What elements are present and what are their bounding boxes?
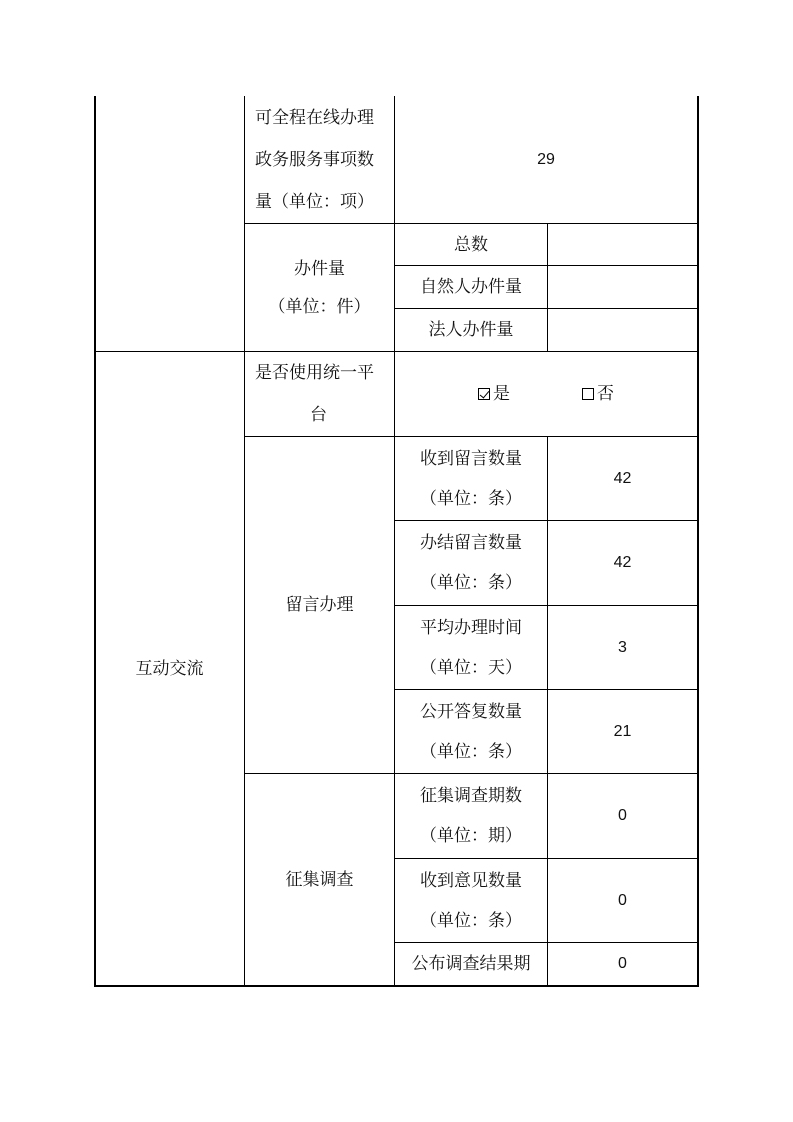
survey-periods-value: 0 [618,807,627,824]
completed-messages-label: 办结留言数量 （单位：条） [420,533,522,593]
received-messages-label: 收到留言数量 （单位：条） [420,448,522,509]
unified-platform-options [395,352,697,436]
natural-person-label: 自然人办件量 [420,277,522,297]
messages-group-label: 留言办理 [285,595,354,615]
published-results-label: 公布调查结果期 [411,954,531,974]
received-opinions-value: 0 [618,891,627,909]
online-services-value: 29 [537,150,555,168]
empty-box-icon [582,388,594,400]
avg-time-value: 3 [618,638,627,656]
interaction-section-label: 互动交流 [135,658,204,679]
handling-total-value [548,224,697,265]
avg-time-label: 平均办理时间 （单位：天） [420,617,522,678]
table-right-border [697,96,699,987]
received-opinions-label: 收到意见数量 （单位：条） [420,870,522,931]
checked-box-icon [478,388,490,400]
natural-person-value [548,266,697,308]
unified-platform-label: 是否使用统一平 台 [255,363,374,425]
completed-messages-value: 42 [613,554,632,571]
survey-periods-label: 征集调查期数 （单位：期） [420,786,522,846]
legal-person-value [548,309,697,351]
handling-total-label: 总数 [454,234,488,255]
table-bottom-border [94,985,699,987]
surveys-group-label: 征集调查 [285,869,354,890]
online-services-label: 可全程在线办理 政务服务事项数 量（单位：项） [255,107,374,212]
legal-person-label: 法人办件量 [428,320,514,340]
received-messages-value: 42 [613,469,632,487]
public-replies-label: 公开答复数量 （单位：条） [420,701,522,762]
handling-volume-label: 办件量 （单位：件） [268,258,371,317]
public-replies-value: 21 [613,722,632,740]
published-results-value: 0 [618,955,627,972]
option-no[interactable]: 否 [582,373,614,415]
option-yes[interactable]: 是 [478,373,510,415]
